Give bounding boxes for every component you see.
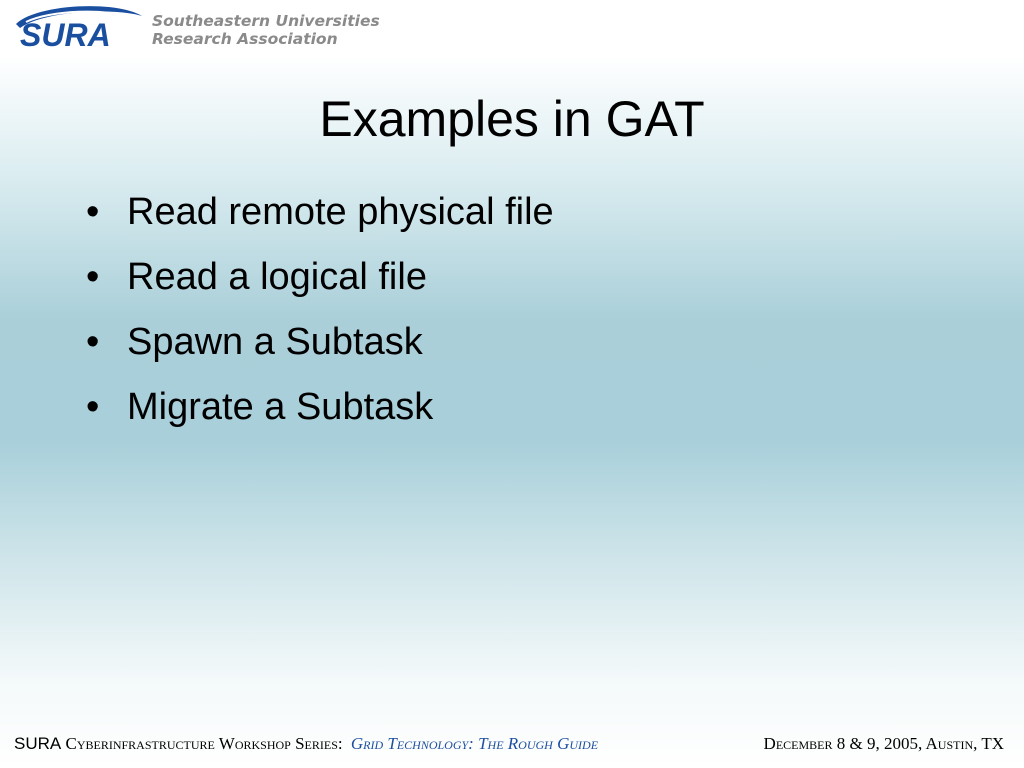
bullet-text: Read a logical file	[127, 256, 427, 298]
slide-title: Examples in GAT	[319, 91, 705, 147]
bullet-icon: •	[86, 321, 100, 363]
bullet-item	[86, 310, 554, 375]
sura-logo	[6, 2, 380, 52]
bullet-icon: •	[86, 256, 100, 298]
sura-logo-mark	[6, 2, 151, 50]
bullet-icon: •	[86, 191, 100, 233]
slide-footer	[0, 734, 1024, 758]
footer-org: SURA	[14, 734, 62, 753]
bullet-text: Spawn a Subtask	[127, 321, 423, 363]
bullet-text: Migrate a Subtask	[127, 386, 434, 428]
logo-line-1: Southeastern Universities	[152, 12, 380, 30]
footer-series: Cyberinfrastructure Workshop Series:	[65, 734, 343, 753]
bullet-item	[86, 375, 554, 440]
bullet-item	[86, 180, 554, 245]
bullet-item	[86, 245, 554, 310]
logo-line-2: Research Association	[152, 30, 338, 48]
footer-guide-title: Grid Technology: The Rough Guide	[350, 734, 599, 753]
sura-logo-text	[152, 12, 382, 48]
sura-swoosh-icon	[6, 2, 151, 50]
sura-logo-letters: SURA	[20, 17, 111, 50]
footer-date-location: December 8 & 9, 2005, Austin, TX	[763, 734, 1004, 753]
bullet-icon: •	[86, 386, 100, 428]
bullet-list	[86, 180, 554, 440]
bullet-text: Read remote physical file	[127, 191, 554, 233]
footer-series-info	[14, 734, 598, 754]
